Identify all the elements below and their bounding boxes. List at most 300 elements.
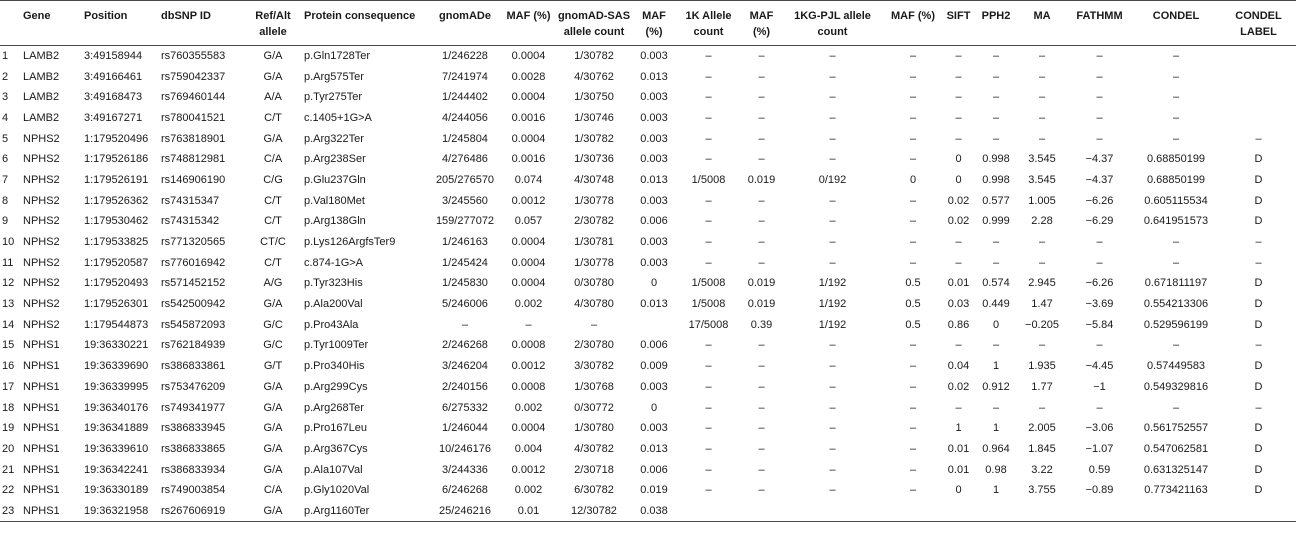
cell-position: 1:179526301	[84, 298, 149, 311]
cell-sas: 2/30780	[574, 339, 614, 352]
column-header-protein: Protein consequence	[301, 1, 427, 46]
column-header-maf1: MAF (%)	[503, 1, 554, 46]
cell-protein: p.Pro340His	[304, 360, 365, 373]
cell-position: 1:179526186	[84, 153, 149, 166]
cell-fathmm: –	[1096, 401, 1103, 414]
cell-position: 19:36340176	[84, 401, 149, 414]
cell-gene: NPHS1	[20, 501, 81, 522]
cell-dbsnp: rs386833861	[161, 360, 226, 373]
cell-maf4: 0.5	[905, 277, 921, 290]
cell-fathmm: –	[1096, 339, 1103, 352]
cell-k1: –	[705, 256, 712, 269]
cell-maf3: –	[758, 256, 765, 269]
cell-k1: 1/5008	[691, 298, 726, 311]
cell-condel: 0.605115534	[1144, 194, 1208, 207]
cell-gene: NPHS2	[23, 256, 60, 269]
cell-fathmm: –	[1096, 256, 1103, 269]
cell-maf2: 0.006	[640, 215, 668, 228]
cell-maf4: –	[909, 256, 917, 269]
cell-fathmm: −6.26	[1085, 277, 1114, 290]
cell-k1: –	[705, 484, 712, 497]
cell-maf1: 0.074	[514, 173, 543, 186]
cell-sift: 0.02	[947, 215, 970, 228]
column-header-pph2: PPH2	[976, 1, 1016, 46]
cell-sas: 3/30782	[574, 360, 614, 373]
cell-ma: –	[1038, 91, 1046, 104]
cell-maf1: 0.002	[514, 401, 543, 414]
cell-ma: 1.77	[1031, 380, 1053, 393]
cell-maf1: 0.002	[514, 298, 543, 311]
cell-dbsnp: rs542500942	[161, 298, 226, 311]
cell-gnomade: 6/246268	[442, 484, 488, 497]
cell-sift: –	[955, 132, 962, 145]
cell-position: 1:179544873	[84, 318, 149, 331]
cell-protein: c.874-1G>A	[304, 256, 364, 269]
cell-maf1: 0.0016	[511, 153, 546, 166]
cell-k1: –	[705, 215, 712, 228]
cell-fathmm: −6.26	[1085, 194, 1114, 207]
cell-pph2: 0.98	[985, 463, 1007, 476]
cell-dbsnp: rs749341977	[161, 401, 226, 414]
cell-gnomade: 3/244336	[442, 463, 488, 476]
table-row	[0, 170, 1296, 191]
cell-pph2: –	[992, 256, 1000, 269]
cell-ma: 3.22	[1031, 463, 1053, 476]
cell-sas: 1/30782	[574, 50, 614, 63]
cell-maf2: 0	[650, 401, 658, 414]
cell-protein: p.Arg299Cys	[304, 380, 368, 393]
cell-idx: 11	[2, 256, 14, 269]
cell-maf2: 0.003	[640, 91, 668, 104]
cell-fathmm: –	[1096, 111, 1103, 124]
cell-position: 1:179520587	[84, 256, 149, 269]
cell-maf4: –	[909, 50, 917, 63]
cell-condel_label: –	[1255, 236, 1262, 249]
cell-k1: –	[705, 360, 712, 373]
cell-pjl: –	[829, 194, 836, 207]
cell-pph2: –	[992, 50, 1000, 63]
cell-condel: 0.773421163	[1144, 484, 1208, 497]
cell-k1: 1/5008	[691, 173, 726, 186]
cell-condel_label: D	[1254, 215, 1263, 228]
cell-maf3: 0.019	[747, 277, 776, 290]
cell-condel_label: D	[1254, 422, 1263, 435]
cell-sift: 0.02	[947, 380, 970, 393]
cell-pjl: –	[829, 111, 836, 124]
cell-refalt: G/A	[263, 422, 283, 435]
cell-pjl: –	[829, 70, 836, 83]
column-header-gene: Gene	[20, 1, 81, 46]
cell-pjl: –	[829, 236, 836, 249]
table-row	[0, 232, 1296, 253]
cell-pjl: 1/192	[818, 318, 847, 331]
table-row	[0, 459, 1296, 480]
cell-gnomade: –	[461, 318, 469, 331]
cell-sas: 1/30781	[574, 236, 614, 249]
cell-refalt: G/T	[263, 360, 283, 373]
cell-dbsnp: rs776016942	[161, 256, 226, 269]
cell-condel_label: D	[1254, 380, 1263, 393]
cell-pph2: 0.577	[982, 194, 1010, 207]
cell-position: 1:179520496	[84, 132, 149, 145]
cell-sas: –	[590, 318, 598, 331]
cell-sift: –	[955, 50, 962, 63]
cell-k1: 1/5008	[691, 277, 726, 290]
cell-idx: 21	[2, 463, 15, 476]
cell-dbsnp: rs545872093	[161, 318, 226, 331]
cell-protein: p.Ala200Val	[304, 298, 363, 311]
cell-idx: 20	[2, 442, 15, 455]
cell-gnomade: 1/245830	[442, 277, 488, 290]
cell-dbsnp: rs762184939	[161, 339, 226, 352]
column-header-fathmm: FATHMM	[1068, 1, 1131, 46]
cell-maf4: –	[909, 422, 917, 435]
cell-maf1: 0.0012	[511, 360, 546, 373]
cell-protein: p.Tyr323His	[304, 277, 363, 290]
cell-gnomade: 5/246006	[442, 298, 488, 311]
cell-gnomade: 159/277072	[435, 215, 495, 228]
cell-protein: p.Tyr1009Ter	[304, 339, 369, 352]
cell-gnomade: 25/246216	[427, 501, 503, 522]
cell-condel: 0.561752557	[1143, 422, 1209, 435]
cell-condel_label: D	[1254, 318, 1263, 331]
table-body	[0, 46, 1296, 522]
cell-condel: –	[1172, 50, 1180, 63]
cell-condel_label	[1221, 108, 1296, 129]
cell-condel: 0.631325147	[1143, 463, 1209, 476]
cell-maf2: 0.013	[640, 173, 668, 186]
cell-gene: NPHS1	[23, 463, 60, 476]
cell-pph2: –	[992, 91, 1000, 104]
cell-maf3: –	[758, 339, 765, 352]
cell-maf1: 0.004	[514, 442, 543, 455]
cell-condel_label: D	[1254, 463, 1263, 476]
cell-pph2: –	[992, 111, 1000, 124]
cell-ma: –	[1038, 339, 1046, 352]
cell-fathmm: −1.07	[1085, 442, 1114, 455]
cell-refalt: C/T	[264, 215, 282, 228]
cell-maf2	[634, 314, 674, 335]
cell-maf2: 0.003	[640, 236, 668, 249]
cell-k1: 17/5008	[688, 318, 729, 331]
column-header-maf2: MAF (%)	[634, 1, 674, 46]
table-row	[0, 190, 1296, 211]
cell-gnomade: 10/246176	[439, 442, 491, 455]
cell-idx: 3	[2, 91, 9, 104]
cell-pph2	[976, 501, 1016, 522]
column-header-maf3: MAF (%)	[743, 1, 780, 46]
cell-refalt: G/A	[263, 132, 283, 145]
cell-maf4: –	[909, 442, 917, 455]
cell-pjl: –	[829, 153, 836, 166]
cell-idx: 23	[0, 501, 20, 522]
table-row	[0, 273, 1296, 294]
cell-position: 3:49158944	[84, 50, 143, 63]
cell-maf3: 0.019	[747, 298, 776, 311]
cell-idx: 5	[2, 132, 9, 145]
cell-sift: 0.03	[947, 298, 970, 311]
cell-dbsnp: rs571452152	[161, 277, 226, 290]
table-row	[0, 480, 1296, 501]
cell-idx: 16	[2, 360, 15, 373]
cell-sift: –	[955, 70, 962, 83]
cell-condel: –	[1172, 236, 1180, 249]
cell-maf4: –	[909, 153, 917, 166]
cell-condel: –	[1172, 256, 1180, 269]
cell-maf1: –	[525, 318, 532, 331]
cell-pjl: –	[829, 91, 836, 104]
cell-gnomade: 4/276486	[442, 153, 488, 166]
cell-fathmm: –	[1096, 132, 1103, 145]
cell-position: 1:179526362	[84, 194, 149, 207]
cell-idx: 6	[2, 153, 9, 166]
cell-refalt: G/A	[245, 501, 301, 522]
cell-maf2: 0.003	[640, 194, 668, 207]
cell-sas: 1/30778	[574, 194, 614, 207]
cell-maf1: 0.0004	[511, 236, 546, 249]
cell-gene: LAMB2	[23, 70, 60, 83]
cell-dbsnp: rs386833865	[161, 442, 226, 455]
cell-pph2: 1	[992, 422, 1000, 435]
cell-protein: p.Ala107Val	[304, 463, 363, 476]
cell-gene: NPHS2	[23, 298, 60, 311]
cell-condel_label: D	[1254, 194, 1263, 207]
cell-fathmm: −4.37	[1085, 173, 1114, 186]
cell-refalt: G/A	[263, 50, 283, 63]
cell-position: 3:49166461	[84, 70, 143, 83]
table-row	[0, 87, 1296, 108]
cell-gnomade: 1/245424	[442, 256, 488, 269]
cell-protein: p.Gln1728Ter	[304, 50, 371, 63]
table-row	[0, 149, 1296, 170]
cell-idx: 18	[2, 401, 15, 414]
cell-dbsnp: rs749003854	[161, 484, 226, 497]
cell-gene: NPHS1	[23, 484, 60, 497]
cell-idx: 8	[2, 194, 9, 207]
table-row	[0, 501, 1296, 522]
cell-gene: NPHS2	[23, 194, 60, 207]
cell-ma: 1.005	[1028, 194, 1056, 207]
cell-gene: LAMB2	[23, 111, 60, 124]
cell-protein: p.Arg575Ter	[304, 70, 364, 83]
cell-ma: –	[1038, 132, 1046, 145]
cell-maf1: 0.0004	[511, 91, 546, 104]
cell-maf4: –	[909, 401, 917, 414]
cell-fathmm: −4.45	[1085, 360, 1114, 373]
cell-idx: 19	[2, 422, 15, 435]
cell-fathmm: −3.69	[1085, 298, 1114, 311]
cell-maf1: 0.0004	[511, 132, 546, 145]
cell-gnomade: 6/275332	[442, 401, 488, 414]
cell-sas: 1/30768	[574, 380, 614, 393]
cell-sift: 0.02	[947, 194, 970, 207]
cell-ma	[1016, 501, 1068, 522]
cell-gnomade: 7/241974	[442, 70, 488, 83]
cell-ma: 2.28	[1031, 215, 1053, 228]
table-row	[0, 418, 1296, 439]
cell-k1: –	[705, 380, 712, 393]
cell-pjl: 0/192	[818, 173, 847, 186]
cell-condel: –	[1172, 91, 1180, 104]
cell-maf2: 0.009	[640, 360, 668, 373]
cell-maf2: 0.013	[640, 70, 668, 83]
cell-ma: 2.945	[1028, 277, 1056, 290]
cell-maf2: 0.003	[640, 50, 668, 63]
cell-maf3: 0.019	[747, 173, 776, 186]
cell-condel: 0.641951573	[1143, 215, 1209, 228]
cell-gnomade: 1/246163	[442, 236, 488, 249]
cell-pjl: –	[829, 256, 836, 269]
cell-sift: 0.04	[947, 360, 970, 373]
cell-condel_label: D	[1254, 442, 1263, 455]
cell-fathmm: –	[1096, 236, 1103, 249]
cell-dbsnp: rs780041521	[161, 111, 226, 124]
cell-gnomade: 205/276570	[435, 173, 495, 186]
cell-maf1: 0.01	[503, 501, 554, 522]
cell-maf1: 0.002	[514, 484, 543, 497]
cell-maf4: –	[909, 484, 917, 497]
cell-refalt: G/C	[263, 318, 283, 331]
cell-position: 19:36321958	[81, 501, 158, 522]
cell-condel: –	[1172, 132, 1180, 145]
cell-pjl: –	[829, 401, 836, 414]
cell-refalt: CT/C	[260, 236, 286, 249]
cell-maf3: –	[758, 401, 765, 414]
cell-idx: 22	[2, 484, 15, 497]
cell-sift: 0.86	[947, 318, 970, 331]
cell-pph2: 1	[992, 484, 1000, 497]
cell-maf1: 0.0008	[511, 380, 546, 393]
cell-refalt: G/A	[263, 70, 283, 83]
cell-gene: NPHS2	[23, 277, 60, 290]
cell-maf3: –	[758, 153, 765, 166]
cell-k1: –	[705, 132, 712, 145]
cell-maf1: 0.0016	[511, 111, 546, 124]
cell-condel_label: –	[1255, 132, 1262, 145]
cell-position: 3:49167271	[84, 111, 143, 124]
cell-pph2: 0.449	[982, 298, 1010, 311]
cell-protein: p.Arg138Gln	[304, 215, 366, 228]
cell-dbsnp: rs760355583	[161, 50, 226, 63]
cell-idx: 15	[2, 339, 15, 352]
cell-refalt: G/A	[263, 298, 283, 311]
cell-sas: 4/30780	[574, 298, 614, 311]
cell-idx: 1	[2, 50, 9, 63]
cell-refalt: G/A	[263, 442, 283, 455]
cell-condel_label: –	[1255, 339, 1262, 352]
cell-fathmm: –	[1096, 70, 1103, 83]
cell-sift	[941, 501, 976, 522]
cell-sas: 1/30746	[574, 111, 614, 124]
cell-k1: –	[705, 153, 712, 166]
cell-gnomade: 2/246268	[442, 339, 488, 352]
cell-sas: 1/30778	[574, 256, 614, 269]
cell-position: 19:36341889	[84, 422, 149, 435]
cell-idx: 12	[2, 277, 15, 290]
cell-refalt: C/T	[264, 256, 282, 269]
cell-gnomade: 3/246204	[442, 360, 488, 373]
cell-refalt: G/C	[263, 339, 283, 352]
column-header-condel: CONDEL	[1131, 1, 1221, 46]
cell-gene: NPHS2	[23, 173, 60, 186]
cell-idx: 4	[2, 111, 9, 124]
cell-sift: 0	[955, 153, 962, 166]
cell-condel: 0.529596199	[1143, 318, 1209, 331]
cell-maf3: –	[758, 463, 765, 476]
cell-sift: 0.01	[947, 277, 970, 290]
cell-position: 3:49168473	[84, 91, 143, 104]
cell-pjl	[780, 501, 885, 522]
cell-gene: NPHS1	[23, 380, 60, 393]
cell-maf3: –	[758, 442, 765, 455]
cell-maf4: –	[909, 132, 917, 145]
cell-condel: 0.554213306	[1143, 298, 1209, 311]
cell-sift: 0.01	[947, 463, 970, 476]
cell-maf2: 0.006	[640, 463, 668, 476]
cell-pjl: –	[829, 442, 836, 455]
cell-ma: 1.935	[1028, 360, 1056, 373]
column-header-ma: MA	[1016, 1, 1068, 46]
table-row	[0, 252, 1296, 273]
cell-position: 19:36339610	[84, 442, 149, 455]
cell-position: 19:36339690	[84, 360, 149, 373]
cell-ma: 3.545	[1028, 153, 1056, 166]
cell-pph2: 0.998	[982, 173, 1010, 186]
cell-ma: 3.755	[1028, 484, 1056, 497]
cell-sift: 0	[955, 173, 962, 186]
cell-maf4: –	[909, 215, 917, 228]
cell-maf4: –	[909, 70, 917, 83]
cell-maf4: 0.5	[905, 298, 921, 311]
cell-pjl: 1/192	[818, 277, 847, 290]
cell-dbsnp: rs267606919	[158, 501, 245, 522]
cell-maf2: 0	[650, 277, 658, 290]
cell-position: 1:179520493	[84, 277, 149, 290]
cell-condel_label	[1221, 501, 1296, 522]
cell-protein: p.Arg322Ter	[304, 132, 364, 145]
cell-k1: –	[705, 236, 712, 249]
cell-gene: NPHS1	[23, 360, 60, 373]
cell-dbsnp: rs748812981	[161, 153, 226, 166]
cell-pjl: 1/192	[818, 298, 847, 311]
cell-pph2: 0.964	[982, 442, 1010, 455]
cell-condel: –	[1172, 401, 1180, 414]
cell-refalt: C/G	[263, 173, 283, 186]
cell-maf3: 0.39	[750, 318, 773, 331]
cell-pph2: 0.999	[982, 215, 1010, 228]
cell-gene: NPHS2	[23, 318, 60, 331]
cell-condel: –	[1172, 339, 1180, 352]
cell-pjl: –	[829, 380, 836, 393]
cell-maf3	[743, 501, 780, 522]
cell-protein: p.Arg238Ser	[304, 153, 366, 166]
cell-idx: 13	[2, 298, 15, 311]
cell-sift: 0	[955, 484, 962, 497]
cell-condel_label	[1221, 46, 1296, 67]
cell-dbsnp: rs759042337	[161, 70, 226, 83]
column-header-idx	[0, 1, 20, 46]
cell-maf1: 0.0008	[511, 339, 546, 352]
cell-position: 19:36330189	[84, 484, 149, 497]
cell-maf4: –	[909, 194, 917, 207]
cell-maf3: –	[758, 50, 765, 63]
cell-gene: NPHS1	[23, 422, 60, 435]
cell-position: 19:36330221	[84, 339, 149, 352]
cell-maf1: 0.0004	[511, 50, 546, 63]
cell-position: 19:36342241	[84, 463, 149, 476]
column-header-k1: 1K Allele count	[674, 1, 743, 46]
cell-ma: –	[1038, 50, 1046, 63]
